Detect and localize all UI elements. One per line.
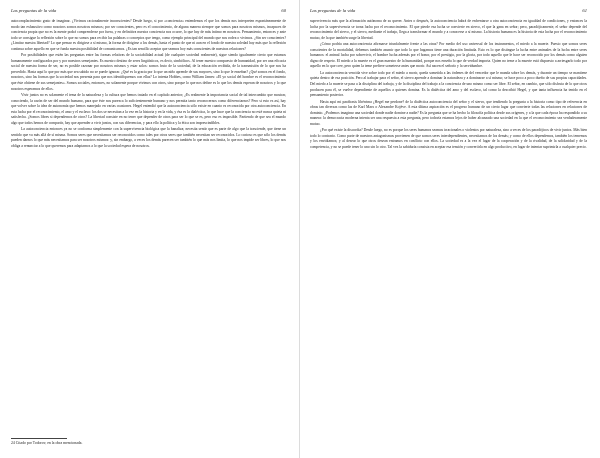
paragraph: supervivencia más que la afirmación autónoma de su querer. Antes o después, la autoconciencia habrá de enfrentarse a otra autoconciencia en igualdad de condiciones, y entonces la lucha por la supervivencia se torna lucha por el reconocimiento. El que pierde esa lucha se convierte en siervo, el que la gana en señor; pero, paradójicamente, el señor depende del reconocimiento del siervo, y el siervo, mediante el trabajo, llega a transformar el mundo y a conocerse a sí mismo. La historia humana es la historia de esta lucha por el reconocimiento mutuo, de la que también surge la libertad. bbox=[310, 19, 587, 40]
left-page-number: 60 bbox=[281, 8, 286, 13]
footnote-area bbox=[11, 438, 82, 446]
paragraph: Hasta aquí mi paráfrasis libérrima ¿Hegel me perdone? de la dialéctica autoconciencia del señor y el siervo, que tendiendo la pregunta a la historia como tipo de referencia en obras tan diversas como las de Karl Marx o Alexandre Kojève. A esta última aspiración es el progreso humano de un cierto lugar que convierte todas las relaciones en relaciones de dominio. ¿Podemos imaginar una sociedad donde nadie domine a nadie? Es la pregunta que se ha hecho la filosofía política desde sus orígenes, y a la que cada época ha respondido a su manera: la democracia moderna intenta ser una respuesta a esta pregunta, pero todavía estamos lejos de haber alcanzado una sociedad en la que el reconocimiento sea verdaderamente mutuo. bbox=[310, 99, 587, 126]
right-page bbox=[300, 0, 600, 458]
paragraph: autocomplacimiento grato de imaginar. ¿Vivimos racionalmente inconscientes? Desde luego, si por «conciencia» entendemos el que los demás nos interpreten espontáneamente de modo tan exhaustivo como nosotros somos nosotros mismos; por ser conscientes, pero es el conocimiento, de alguna manera siempre que somos para nosotros mismos, incapaces de conciencia propia que no es la mente podrá comprenderse por fuera, y en definitiva nuestra conciencia nos ocurre, lo que hay de más íntimo en nosotros. Pensamiento, entonces y ante todo se consigue la reflexión sobre lo que no somos para recibir las palabras o conceptos que tengo, como ejemplo principal del mundo que nos rodea o vivimos. ¿Sin ser conscientes? ¿Limitar nuestra libertad? Lo que pensar es dirigirse a sí mismo, la forma de dirigirse a los demás, hasta el punto de que ni aun en el fondo de nuestra soledad hay más que la reflexión continua sobre aquello en que se funda nuestra posibilidad de comunicarnos. ¿Es tan sencillo aceptar que seamos hoy más conscientes de nuestras relaciones? bbox=[11, 19, 286, 51]
left-page-header bbox=[11, 8, 286, 14]
paragraph: ¿Cómo podría una autoconciencia afirmarse triunfalmente frente a las otras? Por medio del uso universal de los instrumentos, el miedo a la muerte. Puesto que somos seres conscientes de la mortalidad, debemos también asumir que todo lo que hagamos tiene una duración limitada. Esto es lo que distingue la lucha entre animales de la lucha entre seres humanos: el animal lucha por sobrevivir, el hombre lucha además por el honor, por el prestigio, por la gloria, por todo aquello que le hace ser reconocido por los demás como alguien digno de respeto. El miedo a la muerte es el gran maestro de la humanidad, porque nos enseña lo que de verdad importa. Quien no teme a la muerte está dispuesto a arriesgarlo todo por aquello en lo que cree, pero quien la teme prefiere someterse antes que morir. Así nacen el señorío y la servidumbre. bbox=[310, 42, 587, 69]
paragraph: La autoconciencia vencida vive sobre todo por el miedo a morir, queda sometida a las órdenes de del vencedor que le manda sobre los demás, y durante un tiempo se mantiene quieta dentro de esa posición. Pero al trabajar para el señor, el siervo aprende a dominar la naturaleza y a dominarse a sí mismo; se hace poco a poco dueño de sus propias capacidades. Del miedo a la muerte se pasa a la disciplina del trabajo, y de la disciplina del trabajo a la conciencia de uno mismo como ser libre. El señor, en cambio, que sólo disfruta de lo que otros producen para él, se vuelve dependiente de aquellos a quienes domina. Es la dialéctica del amo y del esclavo, tal como la describió Hegel, y que tanta influencia ha tenido en el pensamiento posterior. bbox=[310, 70, 587, 98]
left-running-title: Las preguntas de la vida bbox=[11, 8, 57, 13]
paragraph: ¿Por qué existe la discordia? Desde luego, no es porque los seres humanos seamos irracionales o violentos por naturaleza, sino a veces de los paradójicos de vivir juntos. Más bien todo lo contrario. Como parte de nuestros antagonismos provienen de que somos seres interdependientes, necesitamos de los demás; y como de ellos dependemos, también los tememos y los envidiamos; y al desear lo que otros desean entramos en conflicto con ellos. La sociedad es a la vez el lugar de la cooperación y de la rivalidad, de la solidaridad y de la competencia, y no se puede tener lo uno sin lo otro. Tal vez la sabiduría consista en aceptar esa tensión y convertirla en algo productivo, en lugar de intentar suprimirla a cualquier precio. bbox=[310, 128, 587, 150]
paragraph: Vivir juntos no es solamente el tema de la naturaleza y la cultura que hemos tratado en el capítulo anterior; ¿Es realmente la importancia social de tal intercambio que mostrar, conociendo, la razón de ser del mundo humano, para que éste nos parezca lo suficientemente humano y nos permita tanto reconocernos como diferenciarnos? Pero si esto es así, hay que volver sobre la idea de autonomía que hemos manejado en varias ocasiones. Hegel entendió que la autoconciencia sólo existe en cuanto es reconocida por otra autoconciencia. En esta lucha por el reconocimiento, el amo y el esclavo: los dos se necesitan a la vez en la historia y en la vida, y ésa es la dialéctica, lo que hace que la conciencia no esté nunca quieta ni satisfecha. ¿Somos libres si dependemos de otros? La libertad consiste en no tener que depender de otros para ser lo que se es, pero eso es imposible. Partiendo de que sea el mundo algo que todos hemos de compartir, hay que aprender a vivir juntos, con sus diferencias, y para ello la política y la ética son imprescindibles. bbox=[11, 93, 286, 125]
footnote: 24 Citado por Todorov, en la obra mencionada. bbox=[11, 441, 83, 445]
left-page-body bbox=[11, 19, 286, 150]
right-page-number: 61 bbox=[582, 8, 587, 13]
paragraph: Por posibilidades que estén las preguntas entre las formas relativas de la sociabilidad actual (de cualquier sociedad realmente), sigue siendo igualmente cierto que estamos humanamente configurados por y por nuestros semejantes. Es nuestro destino de seres lingüísticos, es decir, simbólicos. Al tener nuestro compuesto de humanidad, por ser una eficacia social de nuestra forma de ser, no es posible razonar por nosotros mismos y estar solos: somos fruto de la sociedad, de la educación recibida, de la transmisión de lo que nos ha precedido. Hasta aquí lo que por más que sea sabido no se puede ignorar. ¿Qué es la gracia por lo que un niño aprende de sus mayores, sino lo que le enseñan? ¿Qué somos en el fondo, nosotros, sino las formas que la sociedad nos presenta para que nos identifiquemos con ellas? Lo intenta Hobbes, como William James: «El yo social del hombre es el reconocimiento que éste obtiene de sus semejantes». Somos sociales, entonces, no solamente porque vivimos con otros, sino porque lo que nos define es lo que los demás esperan de nosotros y lo que nosotros esperamos de ellos. bbox=[11, 53, 286, 91]
right-running-title: Las preguntas de la vida bbox=[310, 8, 356, 13]
paragraph: La autoconciencia entonces ya no se conforma simplemente con la supervivencia biológica que la banaliza; necesita sentir que es parte de algo que la trasciende, que tiene un sentido que va más allá de sí misma. Somos seres que necesitamos ser reconocidos como tales por otros seres que también necesitan ser reconocidos. Lo curioso es que sólo los demás pueden darnos lo que más necesitamos para ser nosotros mismos: y, sin embargo, a veces los demás parecen ser también lo que más nos limita, lo que nos impide ser libres, lo que nos obliga a renunciar a lo que queremos para adaptarnos a lo que la sociedad espera de nosotros. bbox=[11, 127, 286, 149]
right-page-body bbox=[310, 19, 587, 151]
right-page-header bbox=[310, 8, 587, 14]
footnote-rule bbox=[11, 438, 67, 439]
